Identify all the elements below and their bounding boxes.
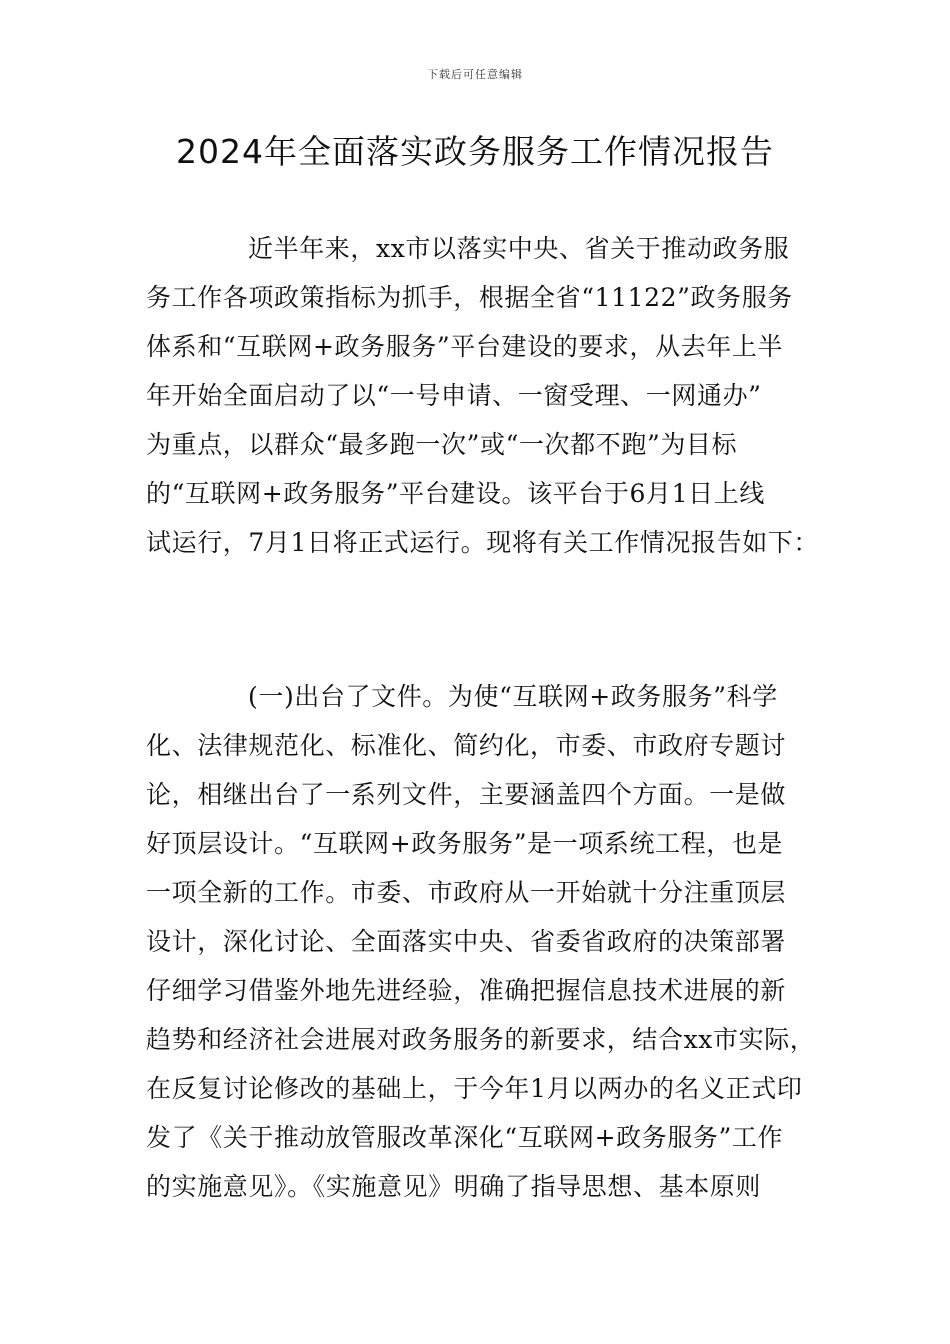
paragraph-line: (一)出台了文件。为使“互联网+政务服务”科学: [248, 682, 778, 711]
paragraph-line: 务工作各项政策指标为抓手，根据全省“11122”政务服务: [146, 283, 793, 312]
paragraph-line: 的实施意见》。《实施意见》明确了指导思想、基本原则: [146, 1172, 762, 1201]
paragraph-line: 体系和“互联网+政务服务”平台建设的要求，从去年上半: [146, 332, 784, 361]
paragraph-line: 为重点，以群众“最多跑一次”或“一次都不跑”为目标: [146, 430, 738, 459]
paragraph-section-1: [146, 672, 816, 1211]
paragraph-line: 一项全新的工作。市委、市政府从一开始就十分注重顶层: [146, 878, 787, 907]
paragraph-line: 在反复讨论修改的基础上，于今年1月以两办的名义正式印: [146, 1074, 803, 1103]
paragraph-line: 趋势和经济社会进展对政务服务的新要求，结合xx市实际，: [146, 1025, 816, 1054]
document-title: 2024年全面落实政务服务工作情况报告: [176, 132, 774, 171]
paragraph-line: 年开始全面启动了以“一号申请、一窗受理、一网通办”: [146, 381, 762, 410]
paragraph-line: 设计，深化讨论、全面落实中央、省委省政府的决策部署: [146, 927, 787, 956]
paragraph-line: 化、法律规范化、标准化、简约化，市委、市政府专题讨: [146, 731, 787, 760]
paragraph-line: 仔细学习借鉴外地先进经验，准确把握信息技术进展的新: [146, 976, 787, 1005]
paragraph-line: 论，相继出台了一系列文件，主要涵盖四个方面。一是做: [146, 780, 787, 809]
paragraph-line: 发了《关于推动放管服改革深化“互联网+政务服务”工作: [146, 1123, 784, 1152]
paragraph-line: 试运行，7月1日将正式运行。现将有关工作情况报告如下：: [146, 528, 820, 557]
paragraph-line: 的“互联网+政务服务”平台建设。该平台于6月1日上线: [146, 479, 765, 508]
paragraph-line: 好顶层设计。“互联网+政务服务”是一项系统工程，也是: [146, 829, 784, 858]
paragraph-intro: [146, 224, 820, 567]
header-note: 下载后可任意编辑: [427, 68, 523, 81]
paragraph-line: 近半年来，xx市以落实中央、省关于推动政务服: [248, 234, 790, 263]
